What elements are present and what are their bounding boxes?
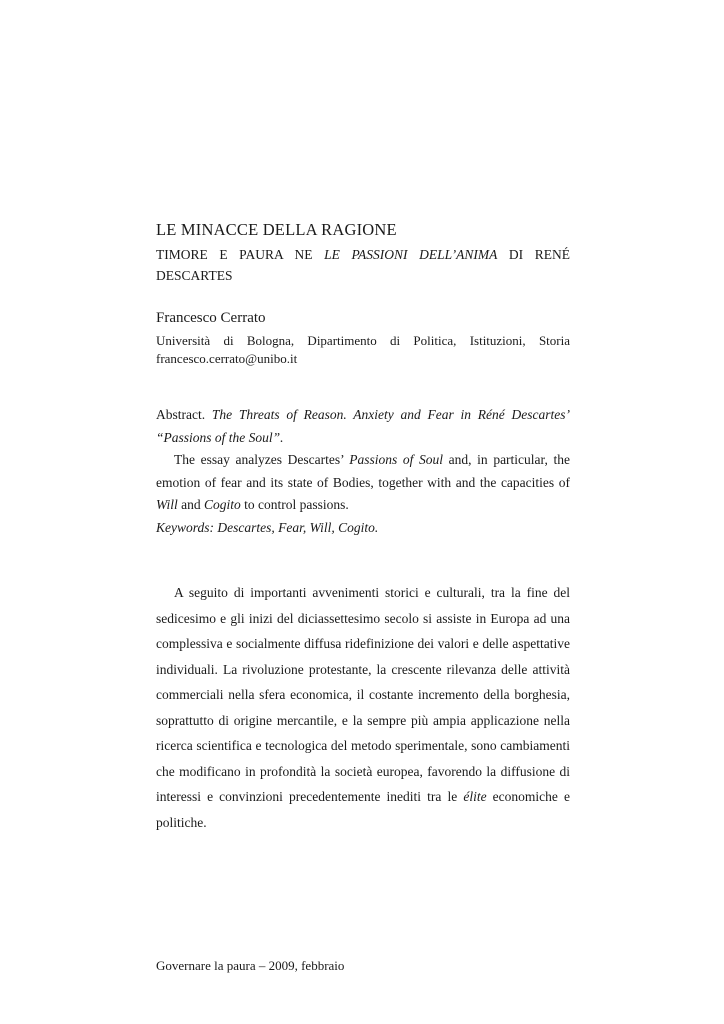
page-footer: Governare la paura – 2009, febbraio [156,958,345,973]
abstract-text: and [177,497,205,512]
abstract-italic: Passions of Soul [349,452,444,467]
subtitle-prefix: TIMORE E PAURA NE [156,247,325,262]
abstract-text: to control passions. [240,497,349,512]
abstract-text: The essay analyzes Descartes’ [174,452,350,467]
author-email: francesco.cerrato@unibo.it [156,351,298,366]
paragraph-italic: élite [463,789,487,804]
paper-subtitle [156,244,570,286]
subtitle-italic: LE PASSIONI DELL’ANIMA [324,247,498,262]
abstract-body [156,449,570,517]
paper-title: LE MINACCE DELLA RAGIONE [156,220,397,239]
abstract-title: The Threats of Reason. Anxiety and Fear in Réné Descartes’ “Passions of the Soul”. [156,407,571,445]
subtitle-suffix: DI RENÉ DESCARTES [156,247,571,283]
abstract-section [156,404,570,539]
abstract-text: and, in particular, the emotion of fear and its state of Bodies, together with and the capacities of [156,452,571,490]
keywords: Keywords: Descartes, Fear, Will, Cogito. [156,519,379,535]
author-name: Francesco Cerrato [156,310,266,326]
abstract-italic: Will [156,497,178,512]
abstract-label: Abstract. [156,407,212,422]
author-affiliation: Università di Bologna, Dipartimento di Politica, Istituzioni, Storia [156,333,570,348]
abstract-heading [156,404,570,449]
abstract-italic: Cogito [204,497,241,512]
paragraph-text: economiche e politiche. [156,789,570,830]
paragraph-text: A seguito di importanti avvenimenti storici e culturali, tra la fine del sedicesimo e gli inizi del diciassettesimo secolo si assiste in Europa ad una complessiva e socialmente diffusa ridefinizione dei valori e delle aspettative individuali. La rivoluzione protestante, la crescente rilevanza delle attività commerciali nella sfera economica, il costante incremento della borghesia, soprattutto di origine mercantile, e la sempre più ampia applicazione nella ricerca scientifica e tecnologica del metodo sperimentale, sono cambiamenti che modificano in profondità la società europea, favorendo la diffusione di interessi e convinzioni precedentemente inediti tra le [156,585,570,804]
body-paragraph [156,580,570,835]
